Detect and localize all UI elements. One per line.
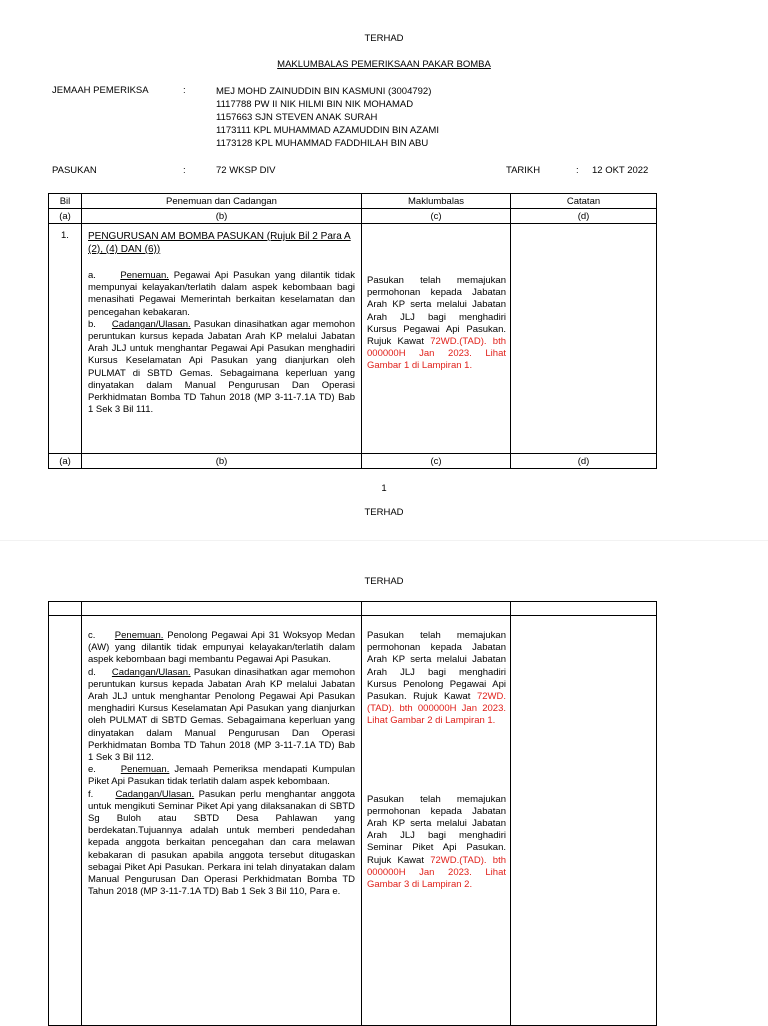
pasukan-value: 72 WKSP DIV [216, 165, 276, 176]
page-number: 1 [381, 483, 387, 494]
row-number: 1. [49, 224, 82, 454]
jemaah-label: JEMAAH PEMERIKSA [52, 85, 149, 96]
inspector-list [216, 85, 439, 150]
document-title: MAKLUMBALAS PEMERIKSAAN PAKAR BOMBA [277, 59, 491, 70]
classification-header: TERHAD [364, 33, 404, 44]
findings-table-continued [48, 601, 657, 1026]
column-letter: (b) [82, 209, 362, 224]
column-letter: (b) [82, 454, 362, 469]
inspector: 1173111 KPL MUHAMMAD AZAMUDDIN BIN AZAMI [216, 125, 439, 136]
column-letter: (c) [362, 209, 511, 224]
inspector: 1173128 KPL MUHAMMAD FADDHILAH BIN ABU [216, 138, 429, 149]
colon: : [576, 165, 579, 176]
column-letter: (d) [511, 454, 657, 469]
column-header: Bil [49, 194, 82, 209]
column-header: Maklumbalas [362, 194, 511, 209]
tarikh-value: 12 OKT 2022 [592, 165, 649, 176]
classification-footer: TERHAD [364, 507, 404, 518]
response-1: Pasukan telah memajukan permohonan kepada Jabatan Arah KP serta melalui Jabatan Arah JLJ bagi menghadiri Kursus Pegawai Api Pasukan. Rujuk Kawat 72WD.(TAD). bth 000000H Jan 2023. Lihat Gambar 1 di Lampiran 1. [367, 275, 506, 372]
colon: : [183, 85, 186, 96]
table-header-row [49, 602, 657, 616]
section-heading: PENGURUSAN AM BOMBA PASUKAN (Rujuk Bil 2 Para A (2), (4) DAN (6)) [88, 231, 351, 255]
inspector: MEJ MOHD ZAINUDDIN BIN KASMUNI (3004792) [216, 86, 432, 97]
recommendation-f: f. Cadangan/Ulasan. Pasukan perlu menghantar anggota untuk mengikuti Seminar Piket Api yang dilaksanakan di SBTD Sg Buloh atau SBTD Desa Pahlawan yang berdekatan.Tujuannya adalah untuk memberi pendedahan kepada anggota berkaitan pencegahan dan cara melawan kebakaran di pasukan apabila anggota tersebut ditugaskan sebagai Piket Api Pasukan. Perkara ini telah dinyatakan dalam Manual Pengurusan Dan Operasi Perkhidmatan Bomba TD Tahun 2018 (MP 3-11-7.1A TD) Bab 1 Sek 3 Bil 110, Para e. [88, 788, 356, 898]
findings-table [48, 193, 657, 469]
table-row [49, 616, 657, 1026]
finding-e: e. Penemuan. Jemaah Pemeriksa mendapati Kumpulan Piket Api Pasukan tidak terlatih dalam aspek kebombaan. [88, 764, 356, 788]
column-letter: (c) [362, 454, 511, 469]
classification-header: TERHAD [364, 576, 404, 587]
response-3: Pasukan telah memajukan permohonan kepada Jabatan Arah KP serta melalui Jabatan Arah JLJ bagi menghadiri Seminar Piket Api Pasukan. Rujuk Kawat 72WD.(TAD). bth 000000H Jan 2023. Lihat Gambar 3 di Lampiran 2. [367, 793, 506, 891]
response-2: Pasukan telah memajukan permohonan kepada Jabatan Arah KP serta melalui Jabatan Arah JLJ bagi menghadiri Kursus Penolong Pegawai Api Pasukan. Rujuk Kawat 72WD. (TAD). bth 000000H Jan 2023. Lihat Gambar 2 di Lampiran 1. [367, 630, 506, 727]
tarikh-label: TARIKH [506, 165, 541, 176]
pasukan-label: PASUKAN [52, 165, 97, 176]
inspector: 1117788 PW II NIK HILMI BIN NIK MOHAMAD [216, 99, 414, 110]
recommendation-b: b. Cadangan/Ulasan. Pasukan dinasihatkan agar memohon peruntukan kursus kepada Jabatan Arah KP melalui Jabatan Arah JLJ untuk menghantar Pegawai Api Pasukan menghadiri Kursus Keselamatan Api Pasukan yang dianjurkan oleh PULMAT di SBTD Gemas. Sebagaimana keperluan yang dinyatakan dalam Manual Pengurusan Dan Operasi Perkhidmatan Bomba TD Tahun 2018 (MP 3-11-7.1A TD) Bab 1 Sek 3 Bil 111. [88, 318, 355, 416]
page-separator [0, 540, 768, 541]
remarks-cell [511, 224, 657, 454]
table-header-row [49, 194, 657, 209]
table-row [49, 224, 657, 454]
finding-c: c. Penemuan. Penolong Pegawai Api 31 Woksyop Medan (AW) yang dilantik tidak empunyai kelayakan/terlatih dalam aspek kebombaan bagi membantu Pegawai Api Pasukan. [88, 630, 355, 666]
column-header: Penemuan dan Cadangan [82, 194, 362, 209]
column-header: Catatan [511, 194, 657, 209]
recommendation-d: d. Cadangan/Ulasan. Pasukan dinasihatkan agar memohon peruntukan kursus kepada Jabatan Arah KP melalui Jabatan Arah JLJ untuk menghantar Penolong Pegawai Api Pasukan menghadiri Kursus Keselamatan Api Pasukan yang dianjurkan oleh PULMAT di SBTD Gemas. Sebagaimana keperluan yang dinyatakan dalam Manual Pengurusan Dan Operasi Perkhidmatan Bomba TD Tahun 2018 (MP 3-11-7.1A TD) Bab 1 Sek 3 Bil 112. [88, 666, 355, 764]
column-letter: (d) [511, 209, 657, 224]
column-letter: (a) [49, 209, 82, 224]
table-letter-row-bottom [49, 454, 657, 469]
finding-a: a. Penemuan. Pegawai Api Pasukan yang dilantik tidak mempunyai kelayakan/terlatih dalam aspek kebombaan bagi menasihati Pegawai Memerintah berkaitan keselamatan dan pencegahan kebakaran. [88, 270, 355, 318]
colon: : [183, 165, 186, 176]
column-letter: (a) [49, 454, 82, 469]
table-letter-row [49, 209, 657, 224]
inspector: 1157663 SJN STEVEN ANAK SURAH [216, 112, 378, 123]
remarks-cell [511, 616, 657, 1026]
